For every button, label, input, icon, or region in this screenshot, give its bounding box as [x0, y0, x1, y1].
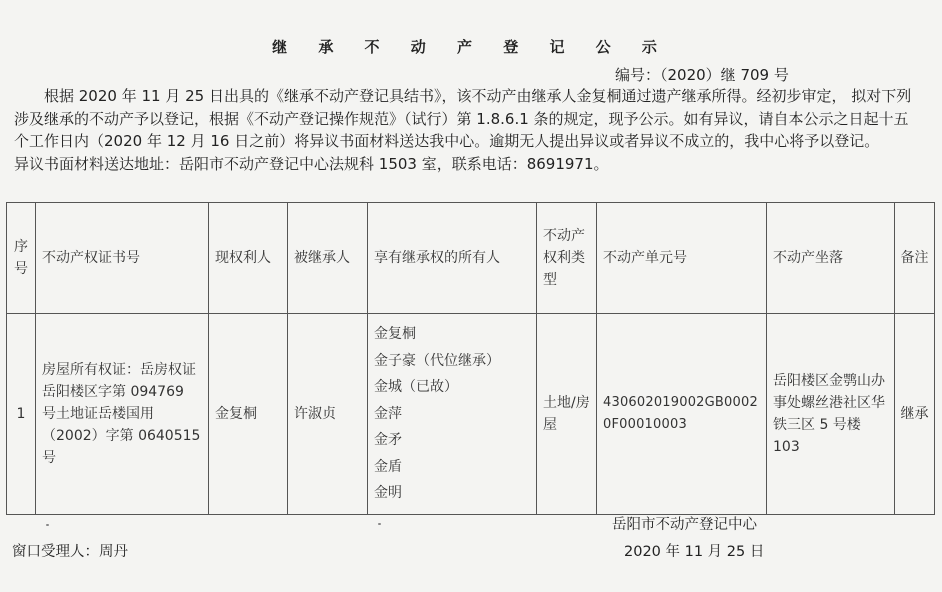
- cell-owner: 金复桐: [209, 314, 288, 515]
- document-title: 继 承 不 动 产 登 记 公 示: [272, 38, 670, 56]
- header-unit-no: 不动产单元号: [597, 203, 767, 314]
- issue-date: 2020 年 11 月 25 日: [624, 544, 765, 560]
- cell-cert-no: 房屋所有权证：岳房权证岳阳楼区字第 094769 号土地证岳楼国用（2002）字第 0640515 号: [36, 314, 209, 515]
- notice-paragraph-address: 异议书面材料送达地址：岳阳市不动产登记中心法规科 1503 室，联系电话：8691971。: [14, 154, 609, 173]
- cell-heirs: [368, 314, 537, 515]
- cell-unit-no: 430602019002GB00020F00010003: [597, 314, 767, 515]
- header-decedent: 被继承人: [288, 203, 368, 314]
- scan-speck: [46, 524, 49, 526]
- heir-name: 金萍: [374, 405, 402, 422]
- cell-location: 岳阳楼区金鹗山办事处螺丝港社区华铁三区 5 号楼 103: [767, 314, 895, 515]
- window-agent: 窗口受理人：周丹: [12, 544, 128, 560]
- cell-decedent: 许淑贞: [288, 314, 368, 515]
- heir-name: 金城（已故）: [374, 379, 458, 396]
- heir-name: 金矛: [374, 432, 402, 449]
- header-right-type: 不动产权利类型: [537, 203, 597, 314]
- header-cert-no: 不动产权证书号: [36, 203, 209, 314]
- heir-name: 金盾: [374, 458, 402, 475]
- notice-body: [14, 85, 919, 175]
- document-number: 编号：（2020）继 709 号: [615, 66, 789, 84]
- heir-name: 金子豪（代位继承）: [374, 352, 500, 369]
- notice-paragraph-main: 根据 2020 年 11 月 25 日出具的《继承不动产登记具结书》，该不动产由继承人金复桐通过遗产继承所得。经初步审定， 拟对下列涉及继承的不动产予以登记，根据《不动产登记操作规范》（试行）第 1.8.6.1 条的规定，现予公示。如有异议，请自本公示之日起十五个工作日内（2020 年 12 月 16 日之前）将异议书面材料送达我中心。逾期无人提出异议或者异议不成立的，我中心将予以登记。: [14, 87, 912, 151]
- table-header-row: [7, 203, 935, 314]
- cell-seq: 1: [7, 314, 36, 515]
- cell-remark: 继承: [895, 314, 935, 515]
- header-location: 不动产坐落: [767, 203, 895, 314]
- scan-speck: [378, 523, 381, 525]
- header-owner: 现权利人: [209, 203, 288, 314]
- heir-name: 金复桐: [374, 326, 416, 343]
- issuing-organization: 岳阳市不动产登记中心: [612, 517, 757, 533]
- cell-right-type: 土地/房屋: [537, 314, 597, 515]
- table-row: [7, 314, 935, 515]
- heir-name: 金明: [374, 485, 402, 502]
- header-seq: 序号: [7, 203, 36, 314]
- inheritance-table: [6, 202, 935, 515]
- header-heirs: 享有继承权的所有人: [368, 203, 537, 314]
- header-remark: 备注: [895, 203, 935, 314]
